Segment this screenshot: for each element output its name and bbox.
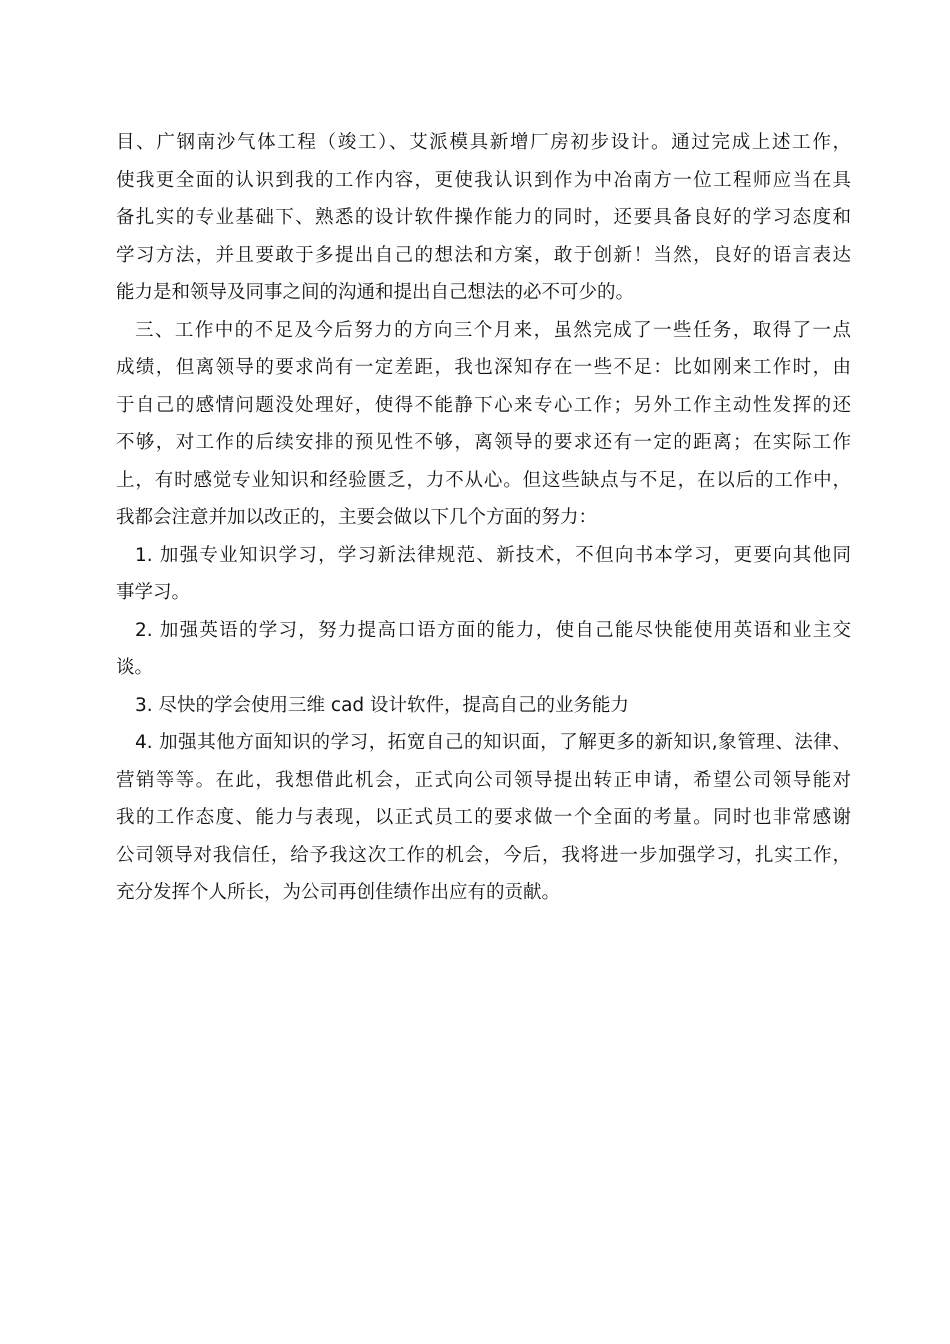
text-line: 三、工作中的不足及今后努力的方向三个月来，虽然完成了一些任务，取得了一点 [135, 319, 851, 341]
document-page [116, 124, 851, 912]
text-line: 谈。 [116, 657, 154, 678]
list-item-4 [116, 724, 851, 912]
text-line: 备扎实的专业基础下、熟悉的设计软件操作能力的同时，还要具备良好的学习态度和 [116, 207, 851, 228]
paragraph-shortcomings [116, 312, 851, 537]
text-line: 3. 尽快的学会使用三维 cad 设计软件，提高自己的业务能力 [135, 694, 630, 716]
text-line: 学习方法，并且要敢于多提出自己的想法和方案，敢于创新！当然，良好的语言表达 [116, 244, 851, 266]
text-line: 4. 加强其他方面知识的学习，拓宽自己的知识面，了解更多的新知识,象管理、法律、 [135, 732, 851, 753]
text-line: 公司领导对我信任，给予我这次工作的机会，今后，我将进一步加强学习，扎实工作， [116, 844, 851, 866]
text-line: 使我更全面的认识到我的工作内容，更使我认识到作为中冶南方一位工程师应当在具 [116, 169, 851, 191]
text-line: 我的工作态度、能力与表现，以正式员工的要求做一个全面的考量。同时也非常感谢 [116, 807, 851, 828]
list-item-3 [116, 687, 851, 725]
text-line: 上，有时感觉专业知识和经验匮乏，力不从心。但这些缺点与不足，在以后的工作中， [116, 469, 851, 491]
text-line: 成绩，但离领导的要求尚有一定差距，我也深知存在一些不足：比如刚来工作时，由 [116, 357, 851, 378]
text-line: 1. 加强专业知识学习，学习新法律规范、新技术，不但向书本学习，更要向其他同 [135, 544, 851, 566]
text-line: 我都会注意并加以改正的，主要会做以下几个方面的努力： [116, 507, 598, 528]
text-line: 营销等等。在此，我想借此机会，正式向公司领导提出转正申请，希望公司领导能对 [116, 769, 851, 791]
list-item-1 [116, 537, 851, 612]
text-line: 目、广钢南沙气体工程（竣工）、艾派模具新增厂房初步设计。通过完成上述工作， [116, 132, 851, 153]
list-item-2 [116, 612, 851, 687]
text-line: 充分发挥个人所长，为公司再创佳绩作出应有的贡献。 [116, 882, 561, 903]
text-line: 不够，对工作的后续安排的预见性不够，离领导的要求还有一定的距离；在实际工作 [116, 432, 851, 453]
text-line: 事学习。 [116, 582, 191, 603]
text-line: 能力是和领导及同事之间的沟通和提出自己想法的必不可少的。 [116, 282, 635, 303]
text-line: 2. 加强英语的学习，努力提高口语方面的能力，使自己能尽快能使用英语和业主交 [135, 619, 851, 641]
paragraph-summary [116, 124, 851, 312]
text-line: 于自己的感情问题没处理好，使得不能静下心来专心工作；另外工作主动性发挥的还 [116, 394, 851, 416]
